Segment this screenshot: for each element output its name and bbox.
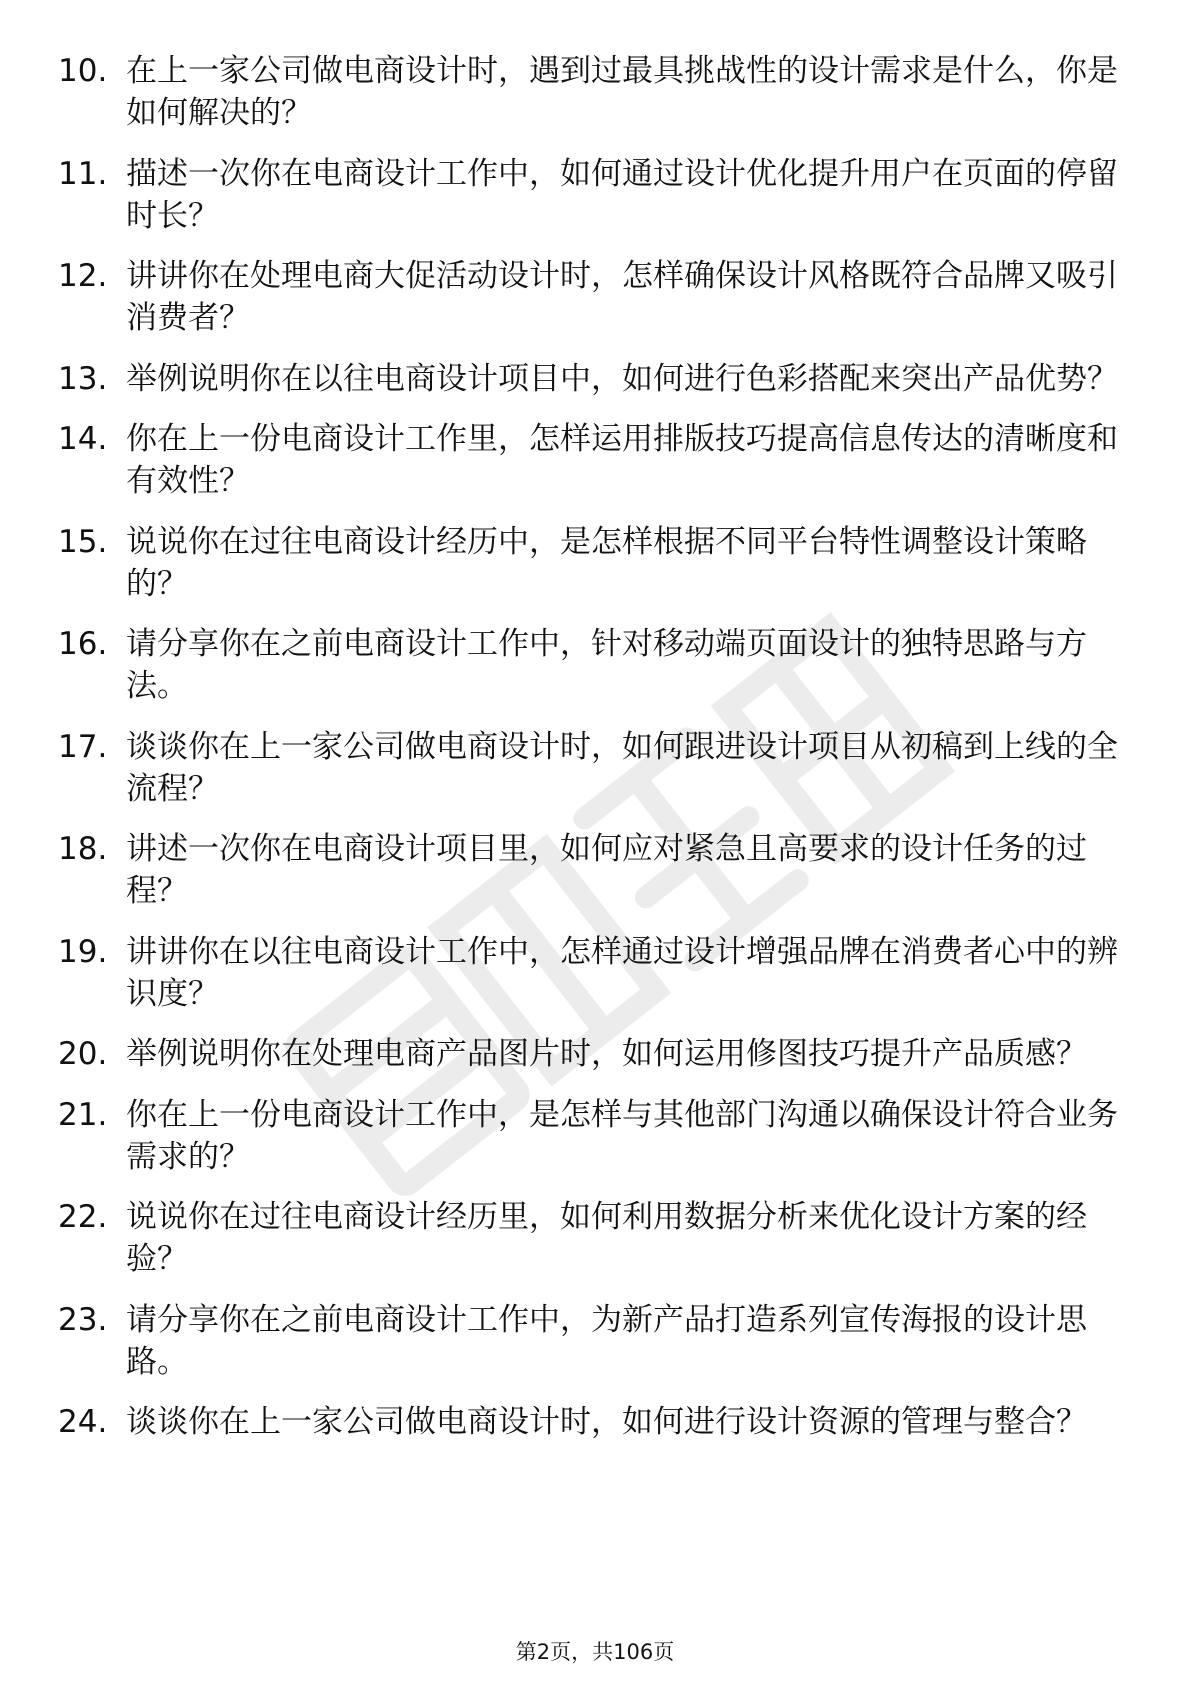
- question-item: [58, 1033, 1118, 1075]
- question-text: 讲讲你在以往电商设计工作中，怎样通过设计增强品牌在消费者心中的辨识度？: [126, 933, 1118, 1012]
- question-text: 你在上一份电商设计工作中，是怎样与其他部门沟通以确保设计符合业务需求的？: [126, 1096, 1118, 1175]
- question-number: 20.: [58, 1036, 108, 1072]
- question-text: 说说你在过往电商设计经历中，是怎样根据不同平台特性调整设计策略的？: [126, 523, 1087, 602]
- question-text: 描述一次你在电商设计工作中，如何通过设计优化提升用户在页面的停留时长？: [126, 155, 1118, 234]
- question-item: [58, 153, 1118, 237]
- question-number: 14.: [58, 421, 108, 457]
- page-footer: 第2页，共106页: [515, 1640, 675, 1664]
- question-item: [58, 50, 1118, 134]
- question-item: [58, 1196, 1118, 1280]
- question-item: [58, 1299, 1118, 1383]
- question-text: 讲讲你在处理电商大促活动设计时，怎样确保设计风格既符合品牌又吸引消费者？: [126, 258, 1118, 336]
- question-text: 请分享你在之前电商设计工作中，为新产品打造系列宣传海报的设计思路。: [126, 1301, 1087, 1380]
- question-item: [58, 726, 1118, 810]
- question-number: 21.: [58, 1096, 108, 1133]
- question-item: [58, 418, 1118, 502]
- question-number: 23.: [58, 1301, 108, 1338]
- question-number: 13.: [58, 360, 108, 397]
- question-text: 举例说明你在处理电商产品图片时，如何运用修图技巧提升产品质感？: [126, 1036, 1087, 1072]
- question-item: [58, 931, 1118, 1015]
- question-item: [58, 521, 1118, 605]
- question-text: 谈谈你在上一家公司做电商设计时，如何跟进设计项目从初稿到上线的全流程？: [126, 728, 1118, 807]
- question-number: 15.: [58, 523, 108, 560]
- question-number: 24.: [58, 1404, 108, 1440]
- question-number: 18.: [58, 831, 108, 867]
- question-text: 举例说明你在以往电商设计项目中，如何进行色彩搭配来突出产品优势？: [126, 360, 1118, 397]
- question-number: 16.: [58, 626, 108, 662]
- question-text: 在上一家公司做电商设计时，遇到过最具挑战性的设计需求是什么，你是如何解决的？: [126, 53, 1118, 131]
- question-number: 17.: [58, 728, 108, 765]
- question-item: [58, 828, 1118, 912]
- question-item: [58, 1094, 1118, 1178]
- question-number: 19.: [58, 933, 108, 970]
- question-item: [58, 1401, 1118, 1443]
- question-text: 谈谈你在上一家公司做电商设计时，如何进行设计资源的管理与整合？: [126, 1404, 1087, 1440]
- question-item: [58, 358, 1118, 400]
- question-number: 10.: [58, 53, 108, 89]
- question-item: [58, 255, 1118, 339]
- question-number: 22.: [58, 1199, 108, 1235]
- question-number: 12.: [58, 258, 108, 294]
- question-item: [58, 623, 1118, 707]
- question-number: 11.: [58, 155, 108, 192]
- question-list: [58, 50, 1118, 1462]
- question-text: 请分享你在之前电商设计工作中，针对移动端页面设计的独特思路与方法。: [126, 626, 1087, 704]
- question-text: 讲述一次你在电商设计项目里，如何应对紧急且高要求的设计任务的过程？: [126, 831, 1087, 909]
- question-text: 你在上一份电商设计工作里，怎样运用排版技巧提高信息传达的清晰度和有效性？: [126, 421, 1118, 499]
- question-text: 说说你在过往电商设计经历里，如何利用数据分析来优化设计方案的经验？: [126, 1199, 1087, 1277]
